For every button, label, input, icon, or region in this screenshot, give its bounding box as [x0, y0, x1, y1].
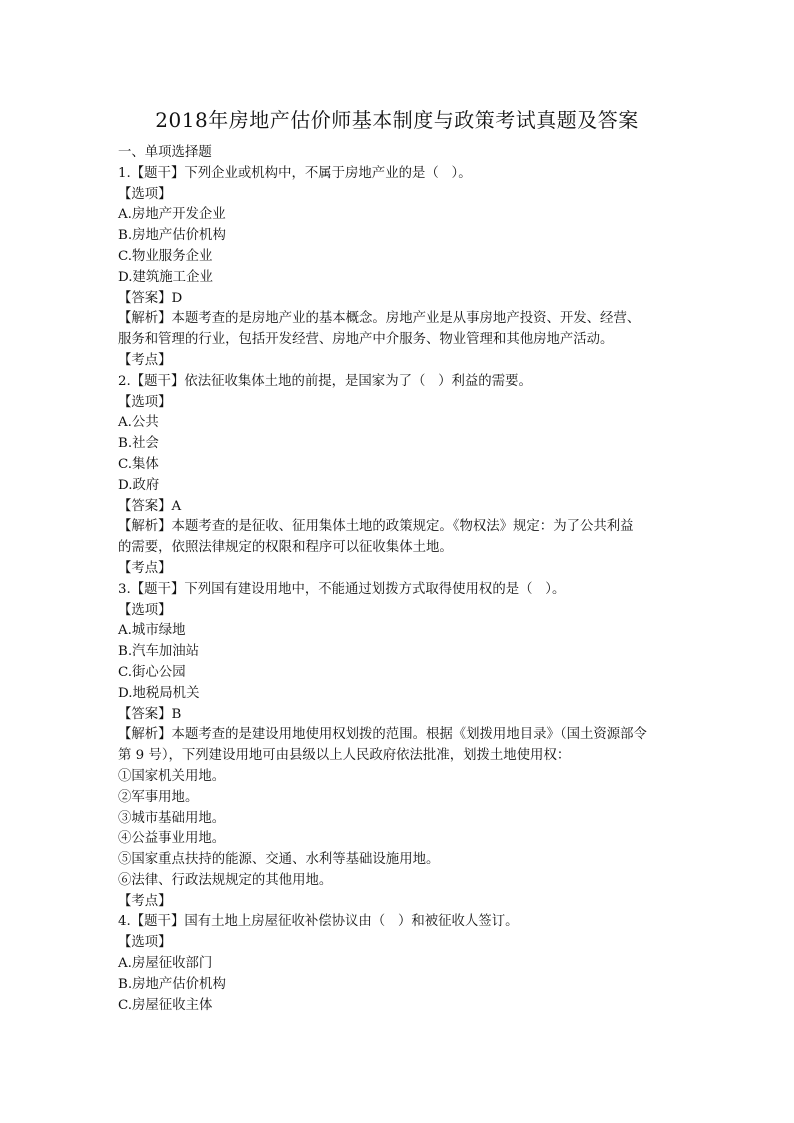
question-3-list-item-6: ⑥法律、行政法规规定的其他用地。 — [118, 872, 333, 888]
question-4-option-c: C.房屋征收主体 — [118, 997, 213, 1013]
document-title: 2018年房地产估价师基本制度与政策考试真题及答案 — [155, 108, 639, 132]
question-1-option-a: A.房地产开发企业 — [118, 207, 226, 223]
question-1-option-c: C.物业服务企业 — [118, 248, 213, 264]
question-2-answer: 【答案】A — [118, 498, 182, 514]
question-3-options-label: 【选项】 — [118, 602, 172, 618]
question-1-answer: 【答案】D — [118, 290, 183, 306]
question-2-option-b: B.社会 — [118, 436, 159, 452]
question-3-option-b: B.汽车加油站 — [118, 644, 200, 660]
question-3-list-item-1: ①国家机关用地。 — [118, 768, 226, 784]
question-4-option-a: A.房屋征收部门 — [118, 956, 213, 972]
question-3-analysis-line-1: 【解析】本题考查的是建设用地使用权划拨的范围。根据《划拨用地目录》（国土资源部令 — [118, 727, 647, 743]
question-1-analysis-line-1: 【解析】本题考查的是房地产业的基本概念。房地产业是从事房地产投资、开发、经营、 — [118, 311, 641, 327]
question-1-key-point: 【考点】 — [118, 352, 172, 368]
question-2-key-point: 【考点】 — [118, 560, 172, 576]
question-2-stem: 2.【题干】依法征收集体土地的前提，是国家为了（ ）利益的需要。 — [118, 373, 532, 389]
question-3-option-a: A.城市绿地 — [118, 623, 186, 639]
question-2-option-c: C.集体 — [118, 456, 159, 472]
question-2-option-a: A.公共 — [118, 415, 159, 431]
question-3-list-item-4: ④公益事业用地。 — [118, 831, 226, 847]
question-3-list-item-2: ②军事用地。 — [118, 789, 199, 805]
question-4-stem: 4.【题干】国有土地上房屋征收补偿协议由（ ）和被征收人签订。 — [118, 914, 519, 930]
question-3-key-point: 【考点】 — [118, 893, 172, 909]
question-1-stem: 1.【题干】下列企业或机构中，不属于房地产业的是（ ）。 — [118, 165, 472, 181]
question-3-option-c: C.街心公园 — [118, 664, 186, 680]
question-3-stem: 3.【题干】下列国有建设用地中，不能通过划拨方式取得使用权的是（ ）。 — [118, 581, 566, 597]
question-1-analysis-line-2: 服务和管理的行业，包括开发经营、房地产中介服务、物业管理和其他房地产活动。 — [118, 332, 614, 348]
question-1-option-b: B.房地产估价机构 — [118, 228, 226, 244]
question-2-option-d: D.政府 — [118, 477, 160, 493]
question-2-analysis-line-1: 【解析】本题考查的是征收、征用集体土地的政策规定。《物权法》规定：为了公共利益 — [118, 519, 634, 535]
question-4-options-label: 【选项】 — [118, 935, 172, 951]
question-3-answer: 【答案】B — [118, 706, 182, 722]
question-3-option-d: D.地税局机关 — [118, 685, 200, 701]
question-1-option-d: D.建筑施工企业 — [118, 269, 213, 285]
question-1-options-label: 【选项】 — [118, 186, 172, 202]
question-3-list-item-3: ③城市基础用地。 — [118, 810, 226, 826]
question-3-list-item-5: ⑤国家重点扶持的能源、交通、水利等基础设施用地。 — [118, 852, 440, 868]
section-heading: 一、单项选择题 — [118, 145, 212, 160]
question-4-option-b: B.房地产估价机构 — [118, 976, 226, 992]
question-3-analysis-line-2: 第 9 号），下列建设用地可由县级以上人民政府依法批准，划拨土地使用权： — [118, 748, 571, 764]
question-2-analysis-line-2: 的需要，依照法律规定的权限和程序可以征收集体土地。 — [118, 540, 453, 556]
document-body — [118, 143, 678, 1016]
question-2-options-label: 【选项】 — [118, 394, 172, 410]
